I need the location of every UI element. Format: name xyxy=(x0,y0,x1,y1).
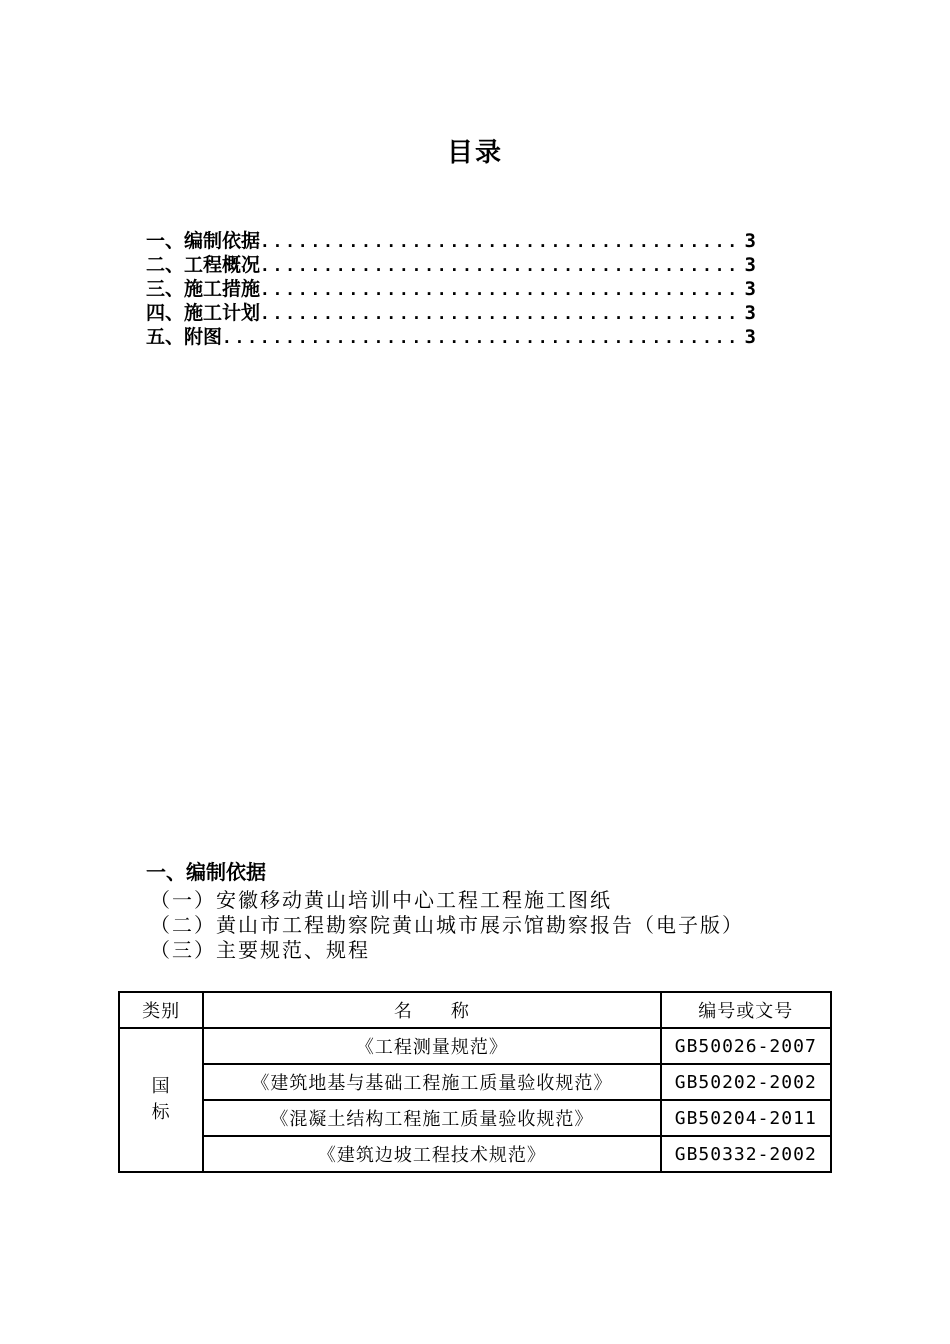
standard-name: 《建筑边坡工程技术规范》 xyxy=(203,1136,660,1172)
basis-list xyxy=(150,888,744,963)
section-heading: 一、编制依据 xyxy=(146,860,266,884)
toc-entry-page: 3 xyxy=(744,326,756,348)
standards-table xyxy=(118,991,832,1173)
toc-entry-label: 三、施工措施 xyxy=(146,278,261,300)
toc-entry[interactable] xyxy=(146,274,756,298)
table-row xyxy=(119,1136,831,1172)
standard-name: 《工程测量规范》 xyxy=(203,1028,660,1064)
table-row xyxy=(119,1028,831,1064)
toc-entry-page: 3 xyxy=(744,230,756,252)
toc-entry-label: 二、工程概况 xyxy=(146,254,261,276)
basis-item: （三）主要规范、规程 xyxy=(150,938,370,962)
basis-item: （一）安徽移动黄山培训中心工程工程施工图纸 xyxy=(150,888,612,912)
toc-dot-leader xyxy=(260,232,743,251)
toc-entry[interactable] xyxy=(146,226,756,250)
header-category: 类别 xyxy=(119,992,203,1028)
toc-entry[interactable] xyxy=(146,298,756,322)
standard-name: 《混凝土结构工程施工质量验收规范》 xyxy=(203,1100,660,1136)
category-cell xyxy=(119,1028,203,1172)
standard-code: GB50204-2011 xyxy=(661,1100,831,1136)
toc-dot-leader xyxy=(222,328,743,347)
toc-entry[interactable] xyxy=(146,322,756,346)
header-code: 编号或文号 xyxy=(661,992,831,1028)
table-row xyxy=(119,1064,831,1100)
toc-entry-page: 3 xyxy=(744,278,756,300)
standard-name: 《建筑地基与基础工程施工质量验收规范》 xyxy=(203,1064,660,1100)
toc-entry[interactable] xyxy=(146,250,756,274)
toc-entry-label: 四、施工计划 xyxy=(146,302,261,324)
table-header-row xyxy=(119,992,831,1028)
toc-dot-leader xyxy=(260,280,743,299)
table-of-contents xyxy=(146,226,756,346)
toc-dot-leader xyxy=(260,304,743,323)
toc-entry-label: 五、附图 xyxy=(146,326,223,348)
toc-title: 目录 xyxy=(446,138,503,168)
header-name: 名 称 xyxy=(203,992,660,1028)
standard-code: GB50202-2002 xyxy=(661,1064,831,1100)
category-line: 标 xyxy=(151,1102,171,1123)
basis-item: （二）黄山市工程勘察院黄山城市展示馆勘察报告（电子版） xyxy=(150,913,744,937)
standard-code: GB50332-2002 xyxy=(661,1136,831,1172)
table-row xyxy=(119,1100,831,1136)
standard-code: GB50026-2007 xyxy=(661,1028,831,1064)
toc-entry-page: 3 xyxy=(744,254,756,276)
toc-entry-label: 一、编制依据 xyxy=(146,230,261,252)
toc-entry-page: 3 xyxy=(744,302,756,324)
category-line: 国 xyxy=(151,1076,171,1097)
toc-dot-leader xyxy=(260,256,743,275)
